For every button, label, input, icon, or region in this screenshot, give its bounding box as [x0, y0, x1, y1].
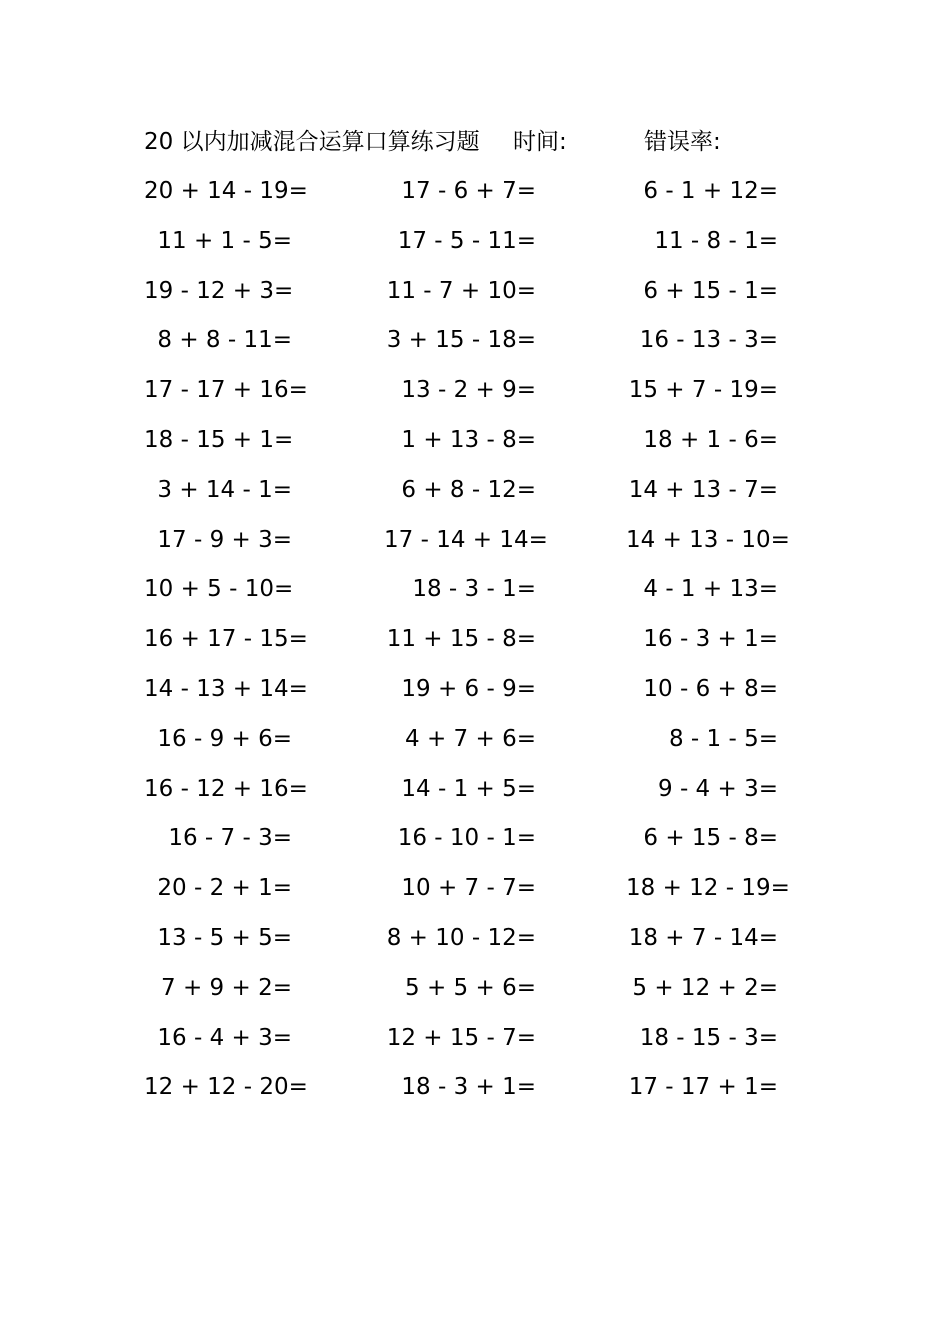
- math-problem: 11 + 1 - 5=: [157, 227, 292, 254]
- math-problem: 10 + 5 - 10=: [144, 576, 294, 603]
- math-problem: 3 + 15 - 18=: [386, 327, 536, 354]
- math-problem: 16 + 17 - 15=: [144, 626, 308, 653]
- problem-row: [0, 818, 950, 868]
- math-problem: 16 - 4 + 3=: [157, 1024, 292, 1051]
- math-problem: 18 + 7 - 14=: [628, 924, 778, 951]
- problem-row: [0, 171, 950, 221]
- math-problem: 6 + 8 - 12=: [401, 476, 536, 503]
- problem-row: [0, 320, 950, 370]
- math-problem: 17 - 6 + 7=: [401, 178, 536, 204]
- math-problem: 8 - 1 - 5=: [668, 725, 778, 752]
- math-problem: 17 - 5 - 11=: [397, 227, 536, 254]
- math-problem: 13 - 5 + 5=: [157, 924, 292, 951]
- math-problem: 17 - 17 + 1=: [628, 1074, 778, 1101]
- problem-row: [0, 271, 950, 321]
- problem-row: [0, 669, 950, 719]
- math-problem: 19 + 6 - 9=: [401, 675, 536, 702]
- math-problem: 17 - 17 + 16=: [144, 377, 308, 404]
- math-problem: 14 - 13 + 14=: [144, 675, 308, 702]
- problem-row: [0, 968, 950, 1018]
- math-problem: 17 - 14 + 14=: [384, 526, 548, 553]
- math-problem: 10 - 6 + 8=: [643, 675, 778, 702]
- math-problem: 1 + 13 - 8=: [401, 426, 536, 453]
- math-problem: 16 - 13 - 3=: [639, 327, 778, 354]
- math-problem: 5 + 5 + 6=: [405, 974, 536, 1001]
- problem-row: [0, 420, 950, 470]
- math-problem: 3 + 14 - 1=: [157, 476, 292, 503]
- math-problem: 8 + 10 - 12=: [386, 924, 536, 951]
- math-problem: 8 + 8 - 11=: [157, 327, 292, 354]
- math-problem: 11 - 8 - 1=: [654, 227, 778, 254]
- math-problem: 16 - 9 + 6=: [157, 725, 292, 752]
- problem-row: [0, 769, 950, 819]
- math-problem: 12 + 12 - 20=: [144, 1074, 308, 1101]
- math-problem: 5 + 12 + 2=: [632, 974, 778, 1001]
- math-problem: 4 + 7 + 6=: [405, 725, 536, 752]
- math-problem: 16 - 3 + 1=: [643, 626, 778, 653]
- math-problem: 15 + 7 - 19=: [628, 377, 778, 404]
- problem-row: [0, 1018, 950, 1068]
- math-problem: 6 - 1 + 12=: [643, 178, 778, 204]
- math-problem: 17 - 9 + 3=: [157, 526, 292, 553]
- problem-row: [0, 1067, 950, 1117]
- worksheet-header: [144, 124, 844, 160]
- problem-row: [0, 221, 950, 271]
- worksheet-title: 20 以内加减混合运算口算练习题: [144, 129, 480, 155]
- math-problem: 12 + 15 - 7=: [386, 1024, 536, 1051]
- math-problem: 4 - 1 + 13=: [643, 576, 778, 603]
- problem-row: [0, 370, 950, 420]
- math-problem: 18 - 3 + 1=: [401, 1074, 536, 1101]
- math-problem: 16 - 7 - 3=: [168, 825, 292, 852]
- math-problem: 9 - 4 + 3=: [658, 775, 778, 802]
- math-problem: 16 - 12 + 16=: [144, 775, 308, 802]
- math-problem: 7 + 9 + 2=: [161, 974, 292, 1001]
- math-problem: 18 - 15 - 3=: [639, 1024, 778, 1051]
- problem-row: [0, 569, 950, 619]
- problem-grid: [0, 171, 950, 1117]
- math-problem: 11 + 15 - 8=: [386, 626, 536, 653]
- math-problem: 16 - 10 - 1=: [397, 825, 536, 852]
- math-problem: 20 + 14 - 19=: [144, 178, 308, 204]
- math-problem: 6 + 15 - 1=: [643, 277, 778, 304]
- problem-row: [0, 520, 950, 570]
- math-problem: 19 - 12 + 3=: [144, 277, 294, 304]
- math-problem: 18 + 1 - 6=: [643, 426, 778, 453]
- math-problem: 14 + 13 - 7=: [628, 476, 778, 503]
- math-problem: 14 + 13 - 10=: [626, 526, 790, 553]
- math-problem: 18 - 15 + 1=: [144, 426, 294, 453]
- error-rate-label: 错误率:: [644, 129, 721, 155]
- problem-row: [0, 918, 950, 968]
- problem-row: [0, 719, 950, 769]
- problem-row: [0, 619, 950, 669]
- math-problem: 14 - 1 + 5=: [401, 775, 536, 802]
- math-problem: 13 - 2 + 9=: [401, 377, 536, 404]
- math-problem: 18 + 12 - 19=: [626, 875, 790, 902]
- math-problem: 18 - 3 - 1=: [412, 576, 536, 603]
- math-problem: 20 - 2 + 1=: [157, 875, 292, 902]
- time-label: 时间:: [513, 129, 567, 155]
- math-problem: 11 - 7 + 10=: [386, 277, 536, 304]
- math-problem: 6 + 15 - 8=: [643, 825, 778, 852]
- problem-row: [0, 470, 950, 520]
- problem-row: [0, 868, 950, 918]
- math-problem: 10 + 7 - 7=: [401, 875, 536, 902]
